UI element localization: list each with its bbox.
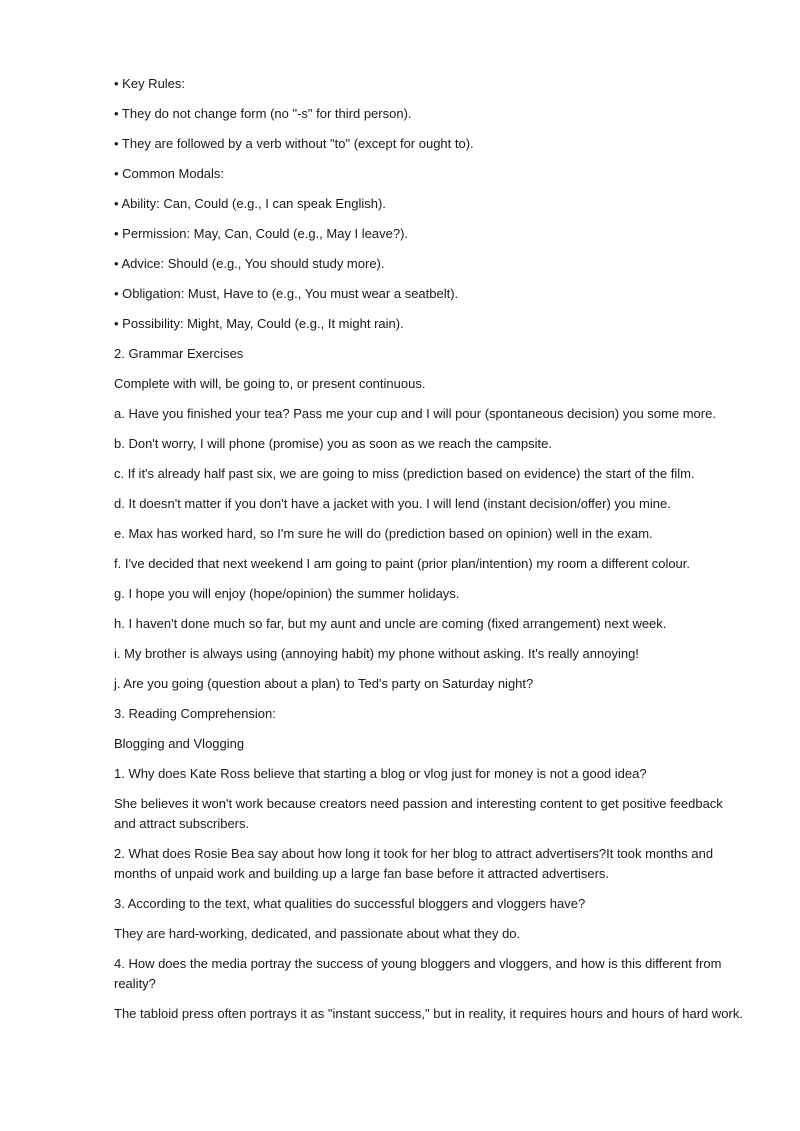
question-4: 4. How does the media portray the success of young bloggers and vloggers, and how is this different from reality? — [114, 956, 722, 991]
bullet-permission: • Permission: May, Can, Could (e.g., May I leave?). — [114, 226, 409, 241]
exercise-item-g: g. I hope you will enjoy (hope/opinion) the summer holidays. — [114, 586, 460, 601]
question-3: 3. According to the text, what qualities do successful bloggers and vloggers have? — [114, 896, 586, 911]
question-1: 1. Why does Kate Ross believe that starting a blog or vlog just for money is not a good idea? — [114, 766, 647, 781]
exercise-instruction: Complete with will, be going to, or present continuous. — [114, 376, 426, 391]
answer-1: She believes it won't work because creators need passion and interesting content to get positive feedback and attract subscribers. — [114, 796, 723, 831]
section-heading-reading: 3. Reading Comprehension: — [114, 706, 276, 721]
bullet-common-modals: • Common Modals: — [114, 166, 225, 181]
bullet-possibility: • Possibility: Might, May, Could (e.g., It might rain). — [114, 316, 404, 331]
question-answer-2: 2. What does Rosie Bea say about how long it took for her blog to attract advertisers?It took months and months of unpaid work and building up a large fan base before it attracted advertisers. — [114, 846, 714, 881]
exercise-item-d: d. It doesn't matter if you don't have a jacket with you. I will lend (instant decision/offer) you mine. — [114, 496, 671, 511]
section-heading-grammar: 2. Grammar Exercises — [114, 346, 244, 361]
bullet-ability: • Ability: Can, Could (e.g., I can speak English). — [114, 196, 386, 211]
exercise-item-e: e. Max has worked hard, so I'm sure he will do (prediction based on opinion) well in the exam. — [114, 526, 653, 541]
exercise-item-b: b. Don't worry, I will phone (promise) you as soon as we reach the campsite. — [114, 436, 552, 451]
bullet-no-change-form: • They do not change form (no "-s" for third person). — [114, 106, 412, 121]
answer-3: They are hard-working, dedicated, and passionate about what they do. — [114, 926, 521, 941]
bullet-advice: • Advice: Should (e.g., You should study more). — [114, 256, 385, 271]
document-page — [114, 74, 744, 1034]
exercise-item-f: f. I've decided that next weekend I am going to paint (prior plan/intention) my room a different colour. — [114, 556, 691, 571]
bullet-obligation: • Obligation: Must, Have to (e.g., You must wear a seatbelt). — [114, 286, 459, 301]
exercise-item-h: h. I haven't done much so far, but my aunt and uncle are coming (fixed arrangement) next week. — [114, 616, 667, 631]
answer-4: The tabloid press often portrays it as "instant success," but in reality, it requires hours and hours of hard work. — [114, 1006, 743, 1021]
exercise-item-i: i. My brother is always using (annoying habit) my phone without asking. It's really annoying! — [114, 646, 639, 661]
bullet-key-rules: • Key Rules: — [114, 76, 186, 91]
reading-title: Blogging and Vlogging — [114, 736, 245, 751]
exercise-item-c: c. If it's already half past six, we are going to miss (prediction based on evidence) the start of the film. — [114, 466, 695, 481]
exercise-item-a: a. Have you finished your tea? Pass me your cup and I will pour (spontaneous decision) you some more. — [114, 406, 716, 421]
bullet-verb-without-to: • They are followed by a verb without "to" (except for ought to). — [114, 136, 474, 151]
exercise-item-j: j. Are you going (question about a plan) to Ted's party on Saturday night? — [114, 676, 534, 691]
